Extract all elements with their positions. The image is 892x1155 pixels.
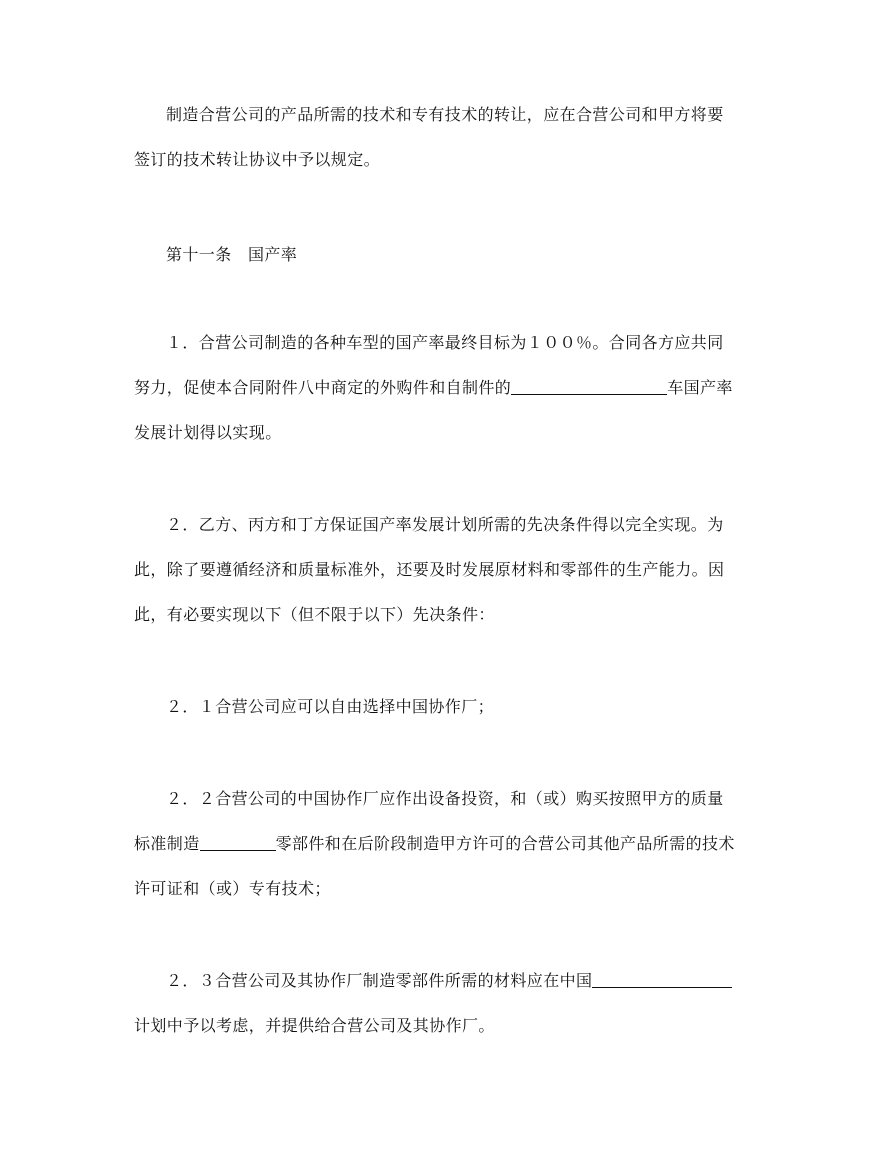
text-line — [134, 958, 774, 1003]
text-segment: 努力，促使本合同附件八中商定的外购件和自制件的 — [134, 378, 512, 397]
paragraph-clause-2-2 — [134, 776, 774, 911]
paragraph-clause-2-3 — [134, 958, 774, 1048]
text-line: 此，除了要遵循经济和质量标准外，还要及时发展原材料和零部件的生产能力。因 — [134, 560, 725, 579]
fill-in-blank — [200, 834, 276, 851]
article-heading — [134, 232, 774, 277]
text-line: 制造合营公司的产品所需的技术和专有技术的转让，应在合营公司和甲方将要 — [166, 105, 724, 124]
text-segment: 车国产率 — [667, 378, 733, 397]
paragraph-clause-2-1 — [134, 684, 774, 729]
text-line: 此，有必要实现以下（但不限于以下）先决条件： — [134, 605, 495, 624]
text-segment: 标准制造 — [134, 834, 200, 853]
paragraph-technology-transfer — [134, 92, 774, 182]
text-segment: 零部件和在后阶段制造甲方许可的合营公司其他产品所需的技术 — [275, 834, 735, 853]
text-line: 计划中予以考虑，并提供给合营公司及其协作厂。 — [134, 1016, 495, 1035]
paragraph-localization-target — [134, 320, 774, 455]
text-line: ２．１合营公司应可以自由选择中国协作厂； — [166, 697, 495, 716]
text-line: １．合营公司制造的各种车型的国产率最终目标为１００％。合同各方应共同 — [166, 333, 724, 352]
text-line: ２．乙方、丙方和丁方保证国产率发展计划所需的先决条件得以完全实现。为 — [166, 515, 724, 534]
text-line — [134, 365, 774, 410]
text-line — [134, 821, 774, 866]
paragraph-preconditions — [134, 502, 774, 637]
text-line: 许可证和（或）专有技术； — [134, 879, 331, 898]
article-title: 第十一条 国产率 — [166, 245, 298, 264]
text-segment: ２．３合营公司及其协作厂制造零部件所需的材料应在中国 — [166, 971, 593, 990]
fill-in-blank — [592, 971, 732, 988]
text-line: 发展计划得以实现。 — [134, 423, 282, 442]
text-line: ２．２合营公司的中国协作厂应作出设备投资，和（或）购买按照甲方的质量 — [166, 789, 724, 808]
fill-in-blank — [511, 378, 667, 395]
text-line: 签订的技术转让协议中予以规定。 — [134, 150, 381, 169]
